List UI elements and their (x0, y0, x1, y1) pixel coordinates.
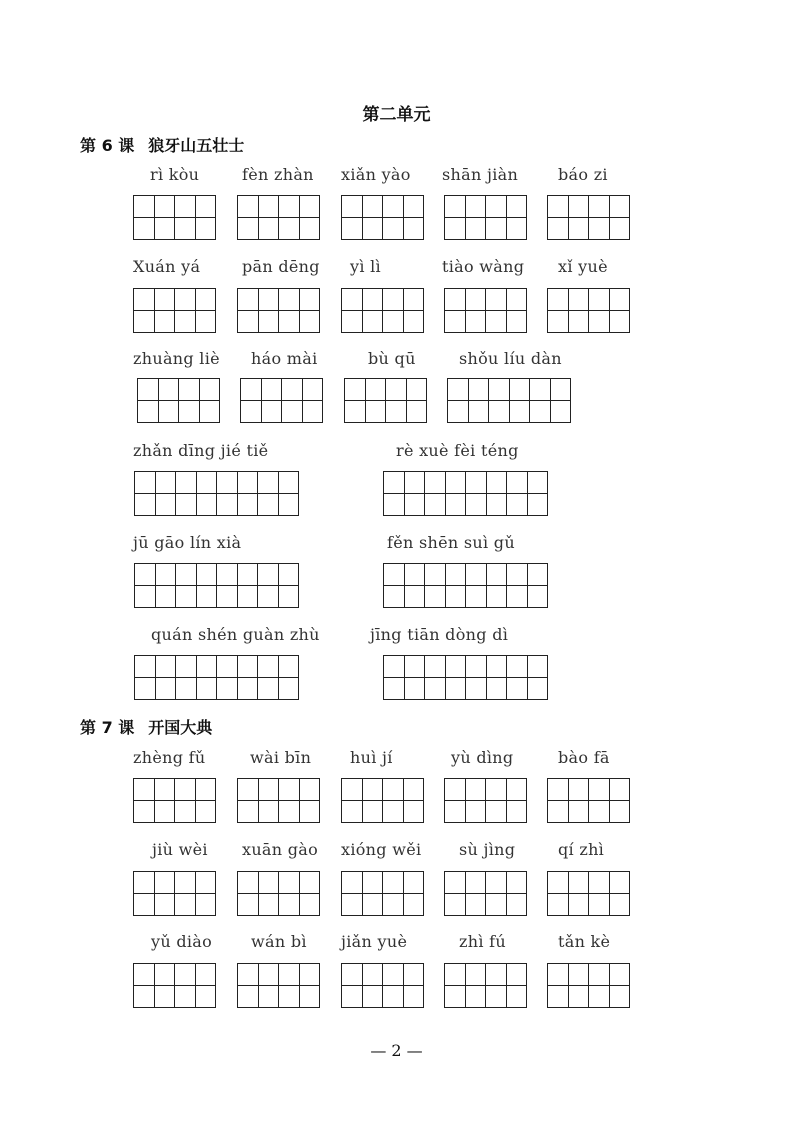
writing-grid[interactable] (341, 195, 424, 240)
writing-cell[interactable] (548, 964, 569, 1008)
writing-cell[interactable] (300, 289, 321, 333)
writing-cell[interactable] (486, 964, 507, 1008)
writing-cell[interactable] (404, 196, 425, 240)
writing-cell[interactable] (548, 872, 569, 916)
writing-cell[interactable] (363, 872, 384, 916)
writing-cell[interactable] (138, 379, 159, 423)
writing-cell[interactable] (342, 872, 363, 916)
lesson-7-title: 开国大典 (148, 718, 213, 737)
writing-cell[interactable] (466, 564, 487, 608)
writing-cell[interactable] (486, 196, 507, 240)
writing-cell[interactable] (425, 656, 446, 700)
writing-grid[interactable] (344, 378, 427, 423)
writing-cell[interactable] (507, 656, 528, 700)
writing-cell[interactable] (259, 964, 280, 1008)
writing-cell[interactable] (445, 289, 466, 333)
writing-cell[interactable] (569, 196, 590, 240)
writing-cell[interactable] (135, 472, 156, 516)
writing-cell[interactable] (366, 379, 387, 423)
writing-cell[interactable] (176, 564, 197, 608)
writing-cell[interactable] (445, 196, 466, 240)
writing-cell[interactable] (507, 964, 528, 1008)
writing-cell[interactable] (300, 196, 321, 240)
pinyin-label: zhèng fǔ (133, 748, 206, 767)
writing-cell[interactable] (404, 872, 425, 916)
writing-cell[interactable] (155, 289, 176, 333)
writing-cell[interactable] (383, 872, 404, 916)
pinyin-label: fěn shēn suì gǔ (387, 533, 515, 552)
writing-cell[interactable] (197, 472, 218, 516)
writing-grid[interactable] (547, 778, 630, 823)
writing-grid[interactable] (383, 655, 548, 700)
pinyin-label: rì kòu (150, 165, 200, 184)
writing-cell[interactable] (342, 964, 363, 1008)
writing-cell[interactable] (466, 656, 487, 700)
writing-grid[interactable] (547, 871, 630, 916)
writing-grid[interactable] (444, 871, 527, 916)
pinyin-label: jiù wèi (152, 840, 208, 859)
writing-cell[interactable] (196, 872, 217, 916)
writing-cell[interactable] (404, 779, 425, 823)
pinyin-label: jū gāo lín xià (133, 533, 242, 552)
writing-cell[interactable] (156, 564, 177, 608)
writing-cell[interactable] (303, 379, 324, 423)
writing-cell[interactable] (134, 779, 155, 823)
writing-cell[interactable] (197, 656, 218, 700)
writing-cell[interactable] (197, 564, 218, 608)
writing-cell[interactable] (176, 472, 197, 516)
pinyin-label: yǔ diào (151, 932, 213, 951)
writing-cell[interactable] (466, 289, 487, 333)
writing-grid[interactable] (134, 471, 299, 516)
writing-grid[interactable] (237, 871, 320, 916)
pinyin-label: zhuàng liè (133, 349, 220, 368)
pinyin-label: zhì fú (459, 932, 506, 951)
writing-cell[interactable] (384, 472, 405, 516)
writing-cell[interactable] (279, 656, 300, 700)
writing-cell[interactable] (175, 196, 196, 240)
writing-cell[interactable] (466, 472, 487, 516)
writing-cell[interactable] (445, 964, 466, 1008)
writing-cell[interactable] (589, 289, 610, 333)
pinyin-label: huì jí (350, 748, 393, 767)
pinyin-label: wài bīn (250, 748, 312, 767)
writing-cell[interactable] (217, 656, 238, 700)
writing-cell[interactable] (175, 872, 196, 916)
writing-cell[interactable] (507, 779, 528, 823)
writing-cell[interactable] (196, 289, 217, 333)
writing-grid[interactable] (341, 288, 424, 333)
writing-cell[interactable] (238, 289, 259, 333)
writing-cell[interactable] (179, 379, 200, 423)
writing-cell[interactable] (259, 779, 280, 823)
writing-cell[interactable] (258, 656, 279, 700)
writing-grid[interactable] (133, 871, 216, 916)
writing-cell[interactable] (466, 779, 487, 823)
writing-cell[interactable] (489, 379, 510, 423)
writing-cell[interactable] (279, 472, 300, 516)
writing-cell[interactable] (446, 472, 467, 516)
writing-grid[interactable] (383, 563, 548, 608)
writing-cell[interactable] (610, 289, 631, 333)
writing-cell[interactable] (548, 289, 569, 333)
writing-cell[interactable] (384, 656, 405, 700)
writing-cell[interactable] (196, 196, 217, 240)
pinyin-label: wán bì (251, 932, 307, 951)
writing-grid[interactable] (133, 195, 216, 240)
writing-cell[interactable] (135, 564, 156, 608)
writing-cell[interactable] (448, 379, 469, 423)
writing-cell[interactable] (610, 964, 631, 1008)
pinyin-label: xiǎn yào (341, 165, 411, 184)
writing-cell[interactable] (610, 779, 631, 823)
writing-cell[interactable] (466, 196, 487, 240)
writing-cell[interactable] (487, 564, 508, 608)
writing-cell[interactable] (217, 472, 238, 516)
writing-cell[interactable] (363, 196, 384, 240)
writing-cell[interactable] (279, 289, 300, 333)
writing-cell[interactable] (405, 564, 426, 608)
pinyin-label: bào fā (558, 748, 610, 767)
writing-cell[interactable] (200, 379, 221, 423)
writing-cell[interactable] (445, 779, 466, 823)
pinyin-label: pān dēng (242, 257, 320, 276)
writing-cell[interactable] (589, 872, 610, 916)
writing-grid[interactable] (444, 288, 527, 333)
writing-grid[interactable] (341, 778, 424, 823)
writing-cell[interactable] (238, 656, 259, 700)
pinyin-label: tǎn kè (558, 932, 611, 951)
pinyin-label: yì lì (350, 257, 381, 276)
writing-cell[interactable] (259, 196, 280, 240)
writing-cell[interactable] (510, 379, 531, 423)
writing-grid[interactable] (444, 195, 527, 240)
writing-grid[interactable] (444, 963, 527, 1008)
page-number: — 2 — (370, 1041, 423, 1060)
writing-cell[interactable] (262, 379, 283, 423)
writing-grid[interactable] (444, 778, 527, 823)
writing-grid[interactable] (447, 378, 571, 423)
pinyin-label: rè xuè fèi téng (396, 441, 519, 460)
pinyin-label: fèn zhàn (242, 165, 314, 184)
writing-cell[interactable] (134, 964, 155, 1008)
pinyin-label: Xuán yá (133, 257, 201, 276)
writing-cell[interactable] (466, 872, 487, 916)
writing-cell[interactable] (445, 872, 466, 916)
writing-cell[interactable] (589, 779, 610, 823)
writing-cell[interactable] (589, 196, 610, 240)
writing-cell[interactable] (386, 379, 407, 423)
writing-cell[interactable] (528, 656, 549, 700)
writing-cell[interactable] (134, 872, 155, 916)
writing-cell[interactable] (548, 196, 569, 240)
writing-cell[interactable] (466, 964, 487, 1008)
writing-cell[interactable] (241, 379, 262, 423)
writing-cell[interactable] (196, 779, 217, 823)
pinyin-label: shǒu líu dàn (459, 349, 562, 368)
writing-cell[interactable] (383, 779, 404, 823)
writing-cell[interactable] (175, 964, 196, 1008)
writing-cell[interactable] (258, 564, 279, 608)
pinyin-label: quán shén guàn zhù (151, 625, 320, 644)
pinyin-label: jīng tiān dòng dì (370, 625, 509, 644)
pinyin-label: bù qū (368, 349, 416, 368)
writing-cell[interactable] (384, 564, 405, 608)
writing-cell[interactable] (345, 379, 366, 423)
writing-cell[interactable] (279, 564, 300, 608)
writing-cell[interactable] (259, 872, 280, 916)
writing-grid[interactable] (133, 778, 216, 823)
pinyin-label: sù jìng (459, 840, 516, 859)
writing-cell[interactable] (469, 379, 490, 423)
writing-cell[interactable] (176, 656, 197, 700)
writing-cell[interactable] (528, 564, 549, 608)
pinyin-label: qí zhì (558, 840, 605, 859)
writing-cell[interactable] (134, 196, 155, 240)
pinyin-label: tiào wàng (442, 257, 525, 276)
writing-cell[interactable] (342, 196, 363, 240)
writing-cell[interactable] (258, 472, 279, 516)
writing-cell[interactable] (507, 872, 528, 916)
writing-cell[interactable] (342, 779, 363, 823)
writing-cell[interactable] (300, 964, 321, 1008)
writing-grid[interactable] (237, 195, 320, 240)
writing-grid[interactable] (237, 778, 320, 823)
writing-cell[interactable] (487, 472, 508, 516)
writing-cell[interactable] (610, 872, 631, 916)
lesson-7-label: 第 7 课 (80, 718, 135, 737)
writing-cell[interactable] (238, 779, 259, 823)
writing-cell[interactable] (405, 656, 426, 700)
writing-cell[interactable] (486, 289, 507, 333)
writing-cell[interactable] (569, 779, 590, 823)
writing-cell[interactable] (155, 779, 176, 823)
writing-grid[interactable] (547, 288, 630, 333)
writing-cell[interactable] (155, 964, 176, 1008)
writing-cell[interactable] (282, 379, 303, 423)
writing-cell[interactable] (238, 872, 259, 916)
writing-grid[interactable] (341, 963, 424, 1008)
writing-grid[interactable] (133, 288, 216, 333)
writing-cell[interactable] (156, 656, 177, 700)
writing-grid[interactable] (383, 471, 548, 516)
writing-cell[interactable] (528, 472, 549, 516)
writing-cell[interactable] (569, 964, 590, 1008)
writing-grid[interactable] (341, 871, 424, 916)
writing-grid[interactable] (137, 378, 220, 423)
writing-cell[interactable] (279, 779, 300, 823)
pinyin-label: xuān gào (242, 840, 319, 859)
writing-cell[interactable] (155, 872, 176, 916)
writing-cell[interactable] (135, 656, 156, 700)
pinyin-label: báo zi (558, 165, 608, 184)
writing-cell[interactable] (300, 779, 321, 823)
writing-cell[interactable] (486, 872, 507, 916)
writing-cell[interactable] (159, 379, 180, 423)
writing-cell[interactable] (342, 289, 363, 333)
writing-grid[interactable] (240, 378, 323, 423)
writing-cell[interactable] (363, 779, 384, 823)
pinyin-label: shān jiàn (442, 165, 519, 184)
writing-cell[interactable] (383, 196, 404, 240)
writing-cell[interactable] (487, 656, 508, 700)
writing-cell[interactable] (238, 564, 259, 608)
pinyin-label: jiǎn yuè (341, 932, 408, 951)
pinyin-label: zhǎn dīng jié tiě (133, 441, 269, 460)
pinyin-label: háo mài (251, 349, 318, 368)
writing-cell[interactable] (425, 564, 446, 608)
lesson-6-title: 狼牙山五壮士 (148, 136, 245, 155)
writing-cell[interactable] (238, 472, 259, 516)
pinyin-label: xióng wěi (341, 840, 422, 859)
lesson-6-label: 第 6 课 (80, 136, 135, 155)
writing-cell[interactable] (156, 472, 177, 516)
lesson-7-heading (80, 715, 212, 738)
writing-cell[interactable] (548, 779, 569, 823)
writing-cell[interactable] (530, 379, 551, 423)
writing-cell[interactable] (486, 779, 507, 823)
writing-cell[interactable] (405, 472, 426, 516)
writing-cell[interactable] (279, 196, 300, 240)
pinyin-label: yù dìng (451, 748, 514, 767)
writing-cell[interactable] (407, 379, 428, 423)
writing-cell[interactable] (446, 656, 467, 700)
writing-cell[interactable] (175, 779, 196, 823)
writing-cell[interactable] (134, 289, 155, 333)
writing-cell[interactable] (446, 564, 467, 608)
writing-cell[interactable] (589, 964, 610, 1008)
lesson-6-heading (80, 133, 244, 156)
writing-grid[interactable] (133, 963, 216, 1008)
writing-cell[interactable] (363, 964, 384, 1008)
writing-cell[interactable] (279, 872, 300, 916)
writing-grid[interactable] (134, 563, 299, 608)
writing-cell[interactable] (404, 289, 425, 333)
writing-grid[interactable] (237, 288, 320, 333)
writing-cell[interactable] (507, 564, 528, 608)
writing-cell[interactable] (279, 964, 300, 1008)
writing-cell[interactable] (155, 196, 176, 240)
pinyin-label: xǐ yuè (558, 257, 608, 276)
writing-cell[interactable] (238, 964, 259, 1008)
writing-cell[interactable] (196, 964, 217, 1008)
unit-title: 第二单元 (362, 105, 431, 125)
writing-cell[interactable] (238, 196, 259, 240)
writing-grid[interactable] (134, 655, 299, 700)
writing-grid[interactable] (237, 963, 320, 1008)
writing-cell[interactable] (610, 196, 631, 240)
writing-cell[interactable] (425, 472, 446, 516)
writing-grid[interactable] (547, 963, 630, 1008)
writing-cell[interactable] (259, 289, 280, 333)
writing-cell[interactable] (175, 289, 196, 333)
writing-cell[interactable] (551, 379, 572, 423)
writing-cell[interactable] (569, 289, 590, 333)
writing-cell[interactable] (507, 196, 528, 240)
writing-cell[interactable] (507, 289, 528, 333)
writing-cell[interactable] (383, 964, 404, 1008)
writing-cell[interactable] (507, 472, 528, 516)
writing-grid[interactable] (547, 195, 630, 240)
writing-cell[interactable] (363, 289, 384, 333)
writing-cell[interactable] (569, 872, 590, 916)
writing-cell[interactable] (217, 564, 238, 608)
writing-cell[interactable] (404, 964, 425, 1008)
writing-cell[interactable] (383, 289, 404, 333)
writing-cell[interactable] (300, 872, 321, 916)
